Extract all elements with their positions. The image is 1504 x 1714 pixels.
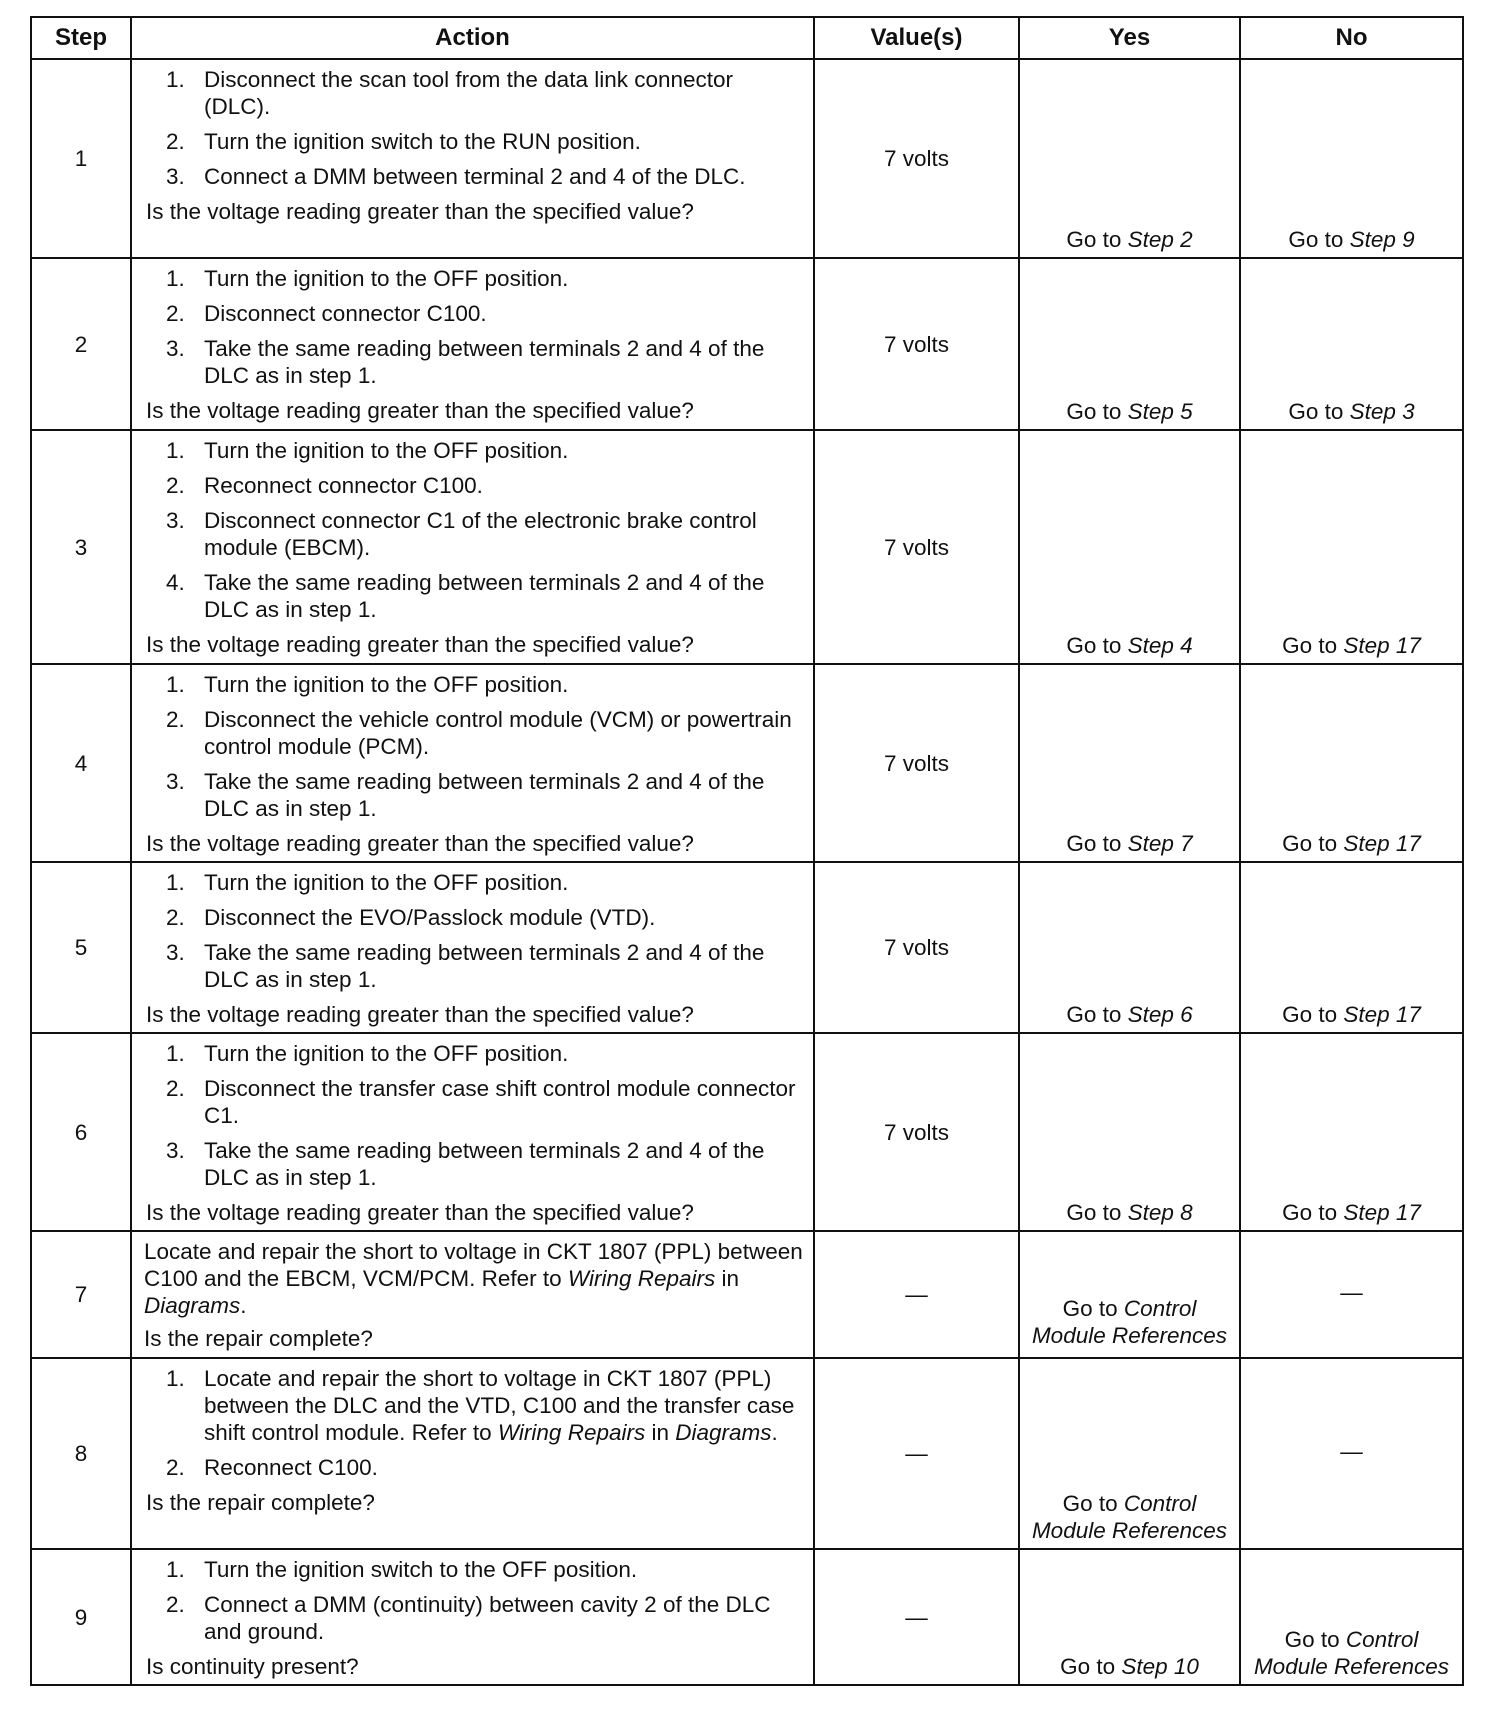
goto-prefix: Go to — [1282, 831, 1344, 856]
yes-cell — [1019, 862, 1240, 1033]
header-values: Value(s) — [814, 17, 1019, 59]
goto-link[interactable]: Step 3 — [1349, 399, 1415, 424]
item-text: Take the same reading between terminals 2 and 4 of the DLC as in step 1. — [204, 940, 765, 992]
value-cell: — — [814, 1231, 1019, 1358]
step-number: 5 — [31, 862, 131, 1033]
goto-prefix: Go to — [1284, 1627, 1346, 1652]
goto-link[interactable]: Control Module References — [1031, 1491, 1228, 1543]
action-item — [146, 300, 805, 327]
item-number: 1. — [166, 1366, 185, 1391]
item-number: 3. — [166, 508, 185, 533]
item-text: Turn the ignition switch to the RUN position. — [204, 129, 641, 154]
action-item — [146, 706, 805, 760]
item-number: 3. — [166, 769, 185, 794]
item-text: Turn the ignition switch to the OFF position. — [204, 1557, 638, 1582]
item-text: Disconnect the vehicle control module (VCM) or powertrain control module (PCM). — [204, 707, 792, 759]
item-text: Turn the ignition to the OFF position. — [204, 1041, 569, 1066]
no-cell: — — [1240, 1231, 1463, 1358]
action-item — [146, 128, 805, 155]
item-text: Disconnect connector C1 of the electronic brake control module (EBCM). — [204, 508, 757, 560]
item-number: 2. — [166, 473, 185, 498]
no-cell — [1240, 1549, 1463, 1685]
item-number: 1. — [166, 1557, 185, 1582]
action-item — [146, 904, 805, 931]
action-item — [146, 437, 805, 464]
goto-prefix: Go to — [1062, 1296, 1124, 1321]
action-item — [146, 1075, 805, 1129]
item-number: 2. — [166, 1076, 185, 1101]
yes-cell — [1019, 258, 1240, 430]
item-text: Take the same reading between terminals 2 and 4 of the DLC as in step 1. — [204, 570, 765, 622]
goto-link[interactable]: Control Module References — [1253, 1627, 1450, 1679]
goto-link[interactable]: Step 17 — [1343, 1200, 1421, 1225]
action-question: Is the repair complete? — [146, 1490, 375, 1515]
no-cell — [1240, 430, 1463, 664]
diagnostic-table — [30, 16, 1464, 1686]
table-row — [31, 258, 1463, 430]
goto-link[interactable]: Step 4 — [1127, 633, 1193, 658]
value-cell: 7 volts — [814, 664, 1019, 862]
step-number: 9 — [31, 1549, 131, 1685]
action-question: Is the voltage reading greater than the specified value? — [146, 398, 694, 423]
table-row — [31, 59, 1463, 258]
item-number: 1. — [166, 438, 185, 463]
action-cell — [131, 1033, 814, 1231]
table-row — [31, 1358, 1463, 1549]
action-item — [146, 671, 805, 698]
action-item — [146, 472, 805, 499]
action-paragraph — [144, 1238, 805, 1319]
action-item — [146, 1137, 805, 1191]
action-cell — [131, 430, 814, 664]
item-number: 2. — [166, 1455, 185, 1480]
item-text: Take the same reading between terminals 2 and 4 of the DLC as in step 1. — [204, 1138, 765, 1190]
step-number: 4 — [31, 664, 131, 862]
item-text: . — [771, 1420, 778, 1445]
step-number: 1 — [31, 59, 131, 258]
goto-link[interactable]: Step 7 — [1127, 831, 1193, 856]
action-question: Is the repair complete? — [144, 1326, 373, 1351]
value-cell: 7 volts — [814, 59, 1019, 258]
goto-prefix: Go to — [1066, 1002, 1128, 1027]
action-cell — [131, 59, 814, 258]
value-cell: 7 volts — [814, 862, 1019, 1033]
goto-link[interactable]: Step 10 — [1121, 1654, 1199, 1679]
goto-prefix: Go to — [1066, 399, 1128, 424]
value-cell: 7 volts — [814, 1033, 1019, 1231]
action-item — [146, 768, 805, 822]
no-cell — [1240, 1033, 1463, 1231]
item-ref: Diagrams — [675, 1420, 772, 1445]
step-number: 7 — [31, 1231, 131, 1358]
goto-link[interactable]: Control Module References — [1031, 1296, 1228, 1348]
item-number: 1. — [166, 266, 185, 291]
table-row — [31, 1033, 1463, 1231]
action-question: Is the voltage reading greater than the specified value? — [146, 632, 694, 657]
goto-prefix: Go to — [1066, 1200, 1128, 1225]
no-cell — [1240, 59, 1463, 258]
goto-prefix: Go to — [1066, 831, 1128, 856]
item-number: 4. — [166, 570, 185, 595]
yes-cell — [1019, 664, 1240, 862]
paragraph-ref: Wiring Repairs — [567, 1266, 716, 1291]
item-text: Turn the ignition to the OFF position. — [204, 672, 569, 697]
action-item — [146, 1365, 805, 1446]
goto-link[interactable]: Step 6 — [1127, 1002, 1193, 1027]
action-cell — [131, 1231, 814, 1358]
goto-link[interactable]: Step 17 — [1343, 831, 1421, 856]
header-no: No — [1240, 17, 1463, 59]
step-number: 6 — [31, 1033, 131, 1231]
item-text: Reconnect connector C100. — [204, 473, 483, 498]
action-question: Is the voltage reading greater than the specified value? — [146, 831, 694, 856]
action-cell — [131, 664, 814, 862]
item-text: Disconnect the EVO/Passlock module (VTD). — [204, 905, 656, 930]
item-number: 2. — [166, 1592, 185, 1617]
item-text: Disconnect the transfer case shift control module connector C1. — [204, 1076, 796, 1128]
action-item — [146, 569, 805, 623]
step-number: 3 — [31, 430, 131, 664]
item-text: Disconnect the scan tool from the data link connector (DLC). — [204, 67, 734, 119]
yes-cell — [1019, 430, 1240, 664]
action-item — [146, 335, 805, 389]
goto-link[interactable]: Step 5 — [1127, 399, 1193, 424]
item-number: 1. — [166, 672, 185, 697]
header-action: Action — [131, 17, 814, 59]
value-cell: 7 volts — [814, 430, 1019, 664]
item-text: Turn the ignition to the OFF position. — [204, 870, 569, 895]
header-step: Step — [31, 17, 131, 59]
value-cell: — — [814, 1358, 1019, 1549]
action-item — [146, 66, 805, 120]
action-cell — [131, 862, 814, 1033]
item-number: 3. — [166, 1138, 185, 1163]
goto-link[interactable]: Step 8 — [1127, 1200, 1193, 1225]
item-text: Turn the ignition to the OFF position. — [204, 266, 569, 291]
goto-prefix: Go to — [1066, 633, 1128, 658]
item-number: 2. — [166, 301, 185, 326]
item-number: 1. — [166, 870, 185, 895]
action-item — [146, 1454, 805, 1481]
header-yes: Yes — [1019, 17, 1240, 59]
goto-prefix: Go to — [1062, 1491, 1124, 1516]
goto-prefix: Go to — [1066, 227, 1128, 252]
table-row — [31, 664, 1463, 862]
item-number: 1. — [166, 1041, 185, 1066]
table-row — [31, 1549, 1463, 1685]
value-cell: 7 volts — [814, 258, 1019, 430]
item-ref: Wiring Repairs — [497, 1420, 646, 1445]
action-item — [146, 939, 805, 993]
action-cell — [131, 1358, 814, 1549]
action-question: Is the voltage reading greater than the specified value? — [146, 1002, 694, 1027]
item-number: 3. — [166, 164, 185, 189]
item-text: Take the same reading between terminals 2 and 4 of the DLC as in step 1. — [204, 769, 765, 821]
step-number: 2 — [31, 258, 131, 430]
item-text: Take the same reading between terminals 2 and 4 of the DLC as in step 1. — [204, 336, 765, 388]
yes-cell — [1019, 1358, 1240, 1549]
step-number: 8 — [31, 1358, 131, 1549]
paragraph-ref: Diagrams — [144, 1293, 241, 1318]
goto-prefix: Go to — [1282, 1200, 1344, 1225]
item-number: 3. — [166, 336, 185, 361]
item-text: Turn the ignition to the OFF position. — [204, 438, 569, 463]
action-item — [146, 1591, 805, 1645]
action-item — [146, 869, 805, 896]
item-text: Reconnect C100. — [204, 1455, 378, 1480]
action-question: Is the voltage reading greater than the specified value? — [146, 199, 694, 224]
item-text: Connect a DMM between terminal 2 and 4 of the DLC. — [204, 164, 746, 189]
paragraph-text: in — [715, 1266, 740, 1291]
action-item — [146, 1556, 805, 1583]
goto-link[interactable]: Step 17 — [1343, 1002, 1421, 1027]
value-cell: — — [814, 1549, 1019, 1685]
item-text: in — [645, 1420, 676, 1445]
yes-cell — [1019, 1549, 1240, 1685]
goto-link[interactable]: Step 17 — [1343, 633, 1421, 658]
yes-cell — [1019, 1033, 1240, 1231]
item-number: 2. — [166, 905, 185, 930]
goto-link[interactable]: Step 9 — [1349, 227, 1415, 252]
yes-cell — [1019, 1231, 1240, 1358]
item-number: 2. — [166, 707, 185, 732]
action-item — [146, 507, 805, 561]
goto-prefix: Go to — [1060, 1654, 1122, 1679]
goto-prefix: Go to — [1282, 1002, 1344, 1027]
table-row — [31, 1231, 1463, 1358]
action-cell — [131, 258, 814, 430]
action-item — [146, 1040, 805, 1067]
action-item — [146, 163, 805, 190]
item-number: 3. — [166, 940, 185, 965]
table-row — [31, 862, 1463, 1033]
yes-cell — [1019, 59, 1240, 258]
no-cell: — — [1240, 1358, 1463, 1549]
table-row — [31, 430, 1463, 664]
no-cell — [1240, 258, 1463, 430]
action-cell — [131, 1549, 814, 1685]
action-question: Is continuity present? — [146, 1654, 359, 1679]
item-number: 1. — [166, 67, 185, 92]
paragraph-text: Locate and repair the short to voltage in CKT 1807 (PPL) between C100 and the EBCM, VCM/PCM. Refer to — [144, 1239, 803, 1291]
item-number: 2. — [166, 129, 185, 154]
paragraph-text: . — [240, 1293, 247, 1318]
header-row — [31, 17, 1463, 59]
action-question: Is the voltage reading greater than the specified value? — [146, 1200, 694, 1225]
goto-prefix: Go to — [1288, 399, 1350, 424]
goto-prefix: Go to — [1282, 633, 1344, 658]
item-text: Connect a DMM (continuity) between cavity 2 of the DLC and ground. — [204, 1592, 771, 1644]
item-text: Disconnect connector C100. — [204, 301, 487, 326]
no-cell — [1240, 664, 1463, 862]
goto-link[interactable]: Step 2 — [1127, 227, 1193, 252]
action-item — [146, 265, 805, 292]
no-cell — [1240, 862, 1463, 1033]
item-text: Locate and repair the short to voltage in CKT 1807 (PPL) between the DLC and the VTD, C100 and the transfer case shift control module. Refer to — [204, 1366, 795, 1445]
goto-prefix: Go to — [1288, 227, 1350, 252]
